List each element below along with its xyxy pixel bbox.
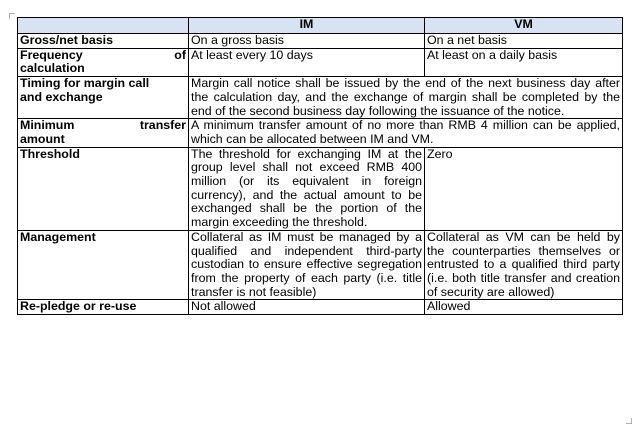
corner-crop-mark — [9, 13, 15, 19]
row-label-frequency-line1: Frequency of — [20, 47, 186, 62]
cell-im-threshold: The threshold for exchanging IM at the group level shall not exceed RMB 400 million (or its equivalent in foreign currency), and the actual amount to be exchanged shall be the portion of the margin exceeding the threshold. — [189, 147, 425, 230]
row-label-gross-net: Gross/net basis — [18, 34, 189, 49]
cell-vm-repledge: Allowed — [425, 300, 623, 315]
row-label-timing — [18, 77, 189, 119]
row-label-repledge: Re-pledge or re-use — [18, 300, 189, 315]
cell-vm-management: Collateral as VM can be held by the counterparties themselves or entrusted to a qualified third party (i.e. both title transfer and creation of security are allowed) — [425, 230, 623, 300]
row-label-minimum-transfer-line2: amount — [20, 131, 65, 146]
row-label-frequency — [18, 48, 189, 76]
table-row — [18, 34, 623, 49]
header-row — [18, 18, 623, 34]
corner-crop-mark-bottom — [626, 418, 632, 424]
table-row — [18, 300, 623, 315]
table-row — [18, 230, 623, 300]
margin-comparison-table — [17, 17, 623, 315]
row-label-timing-line1: Timing for margin call — [20, 76, 150, 91]
row-label-minimum-transfer — [18, 119, 189, 147]
cell-merged-timing: Margin call notice shall be issued by the end of the next business day after the calculation day, and the exchange of margin shall be completed by the end of the second business day following the issuance of the notice. — [189, 77, 623, 119]
table-row — [18, 77, 623, 119]
cell-vm-gross-net: On a net basis — [425, 34, 623, 49]
header-im: IM — [189, 18, 425, 34]
cell-im-frequency: At least every 10 days — [189, 48, 425, 76]
cell-im-repledge: Not allowed — [189, 300, 425, 315]
header-blank-cell — [18, 18, 189, 34]
cell-im-gross-net: On a gross basis — [189, 34, 425, 49]
table-row — [18, 147, 623, 230]
table-row — [18, 119, 623, 147]
cell-merged-minimum-transfer: A minimum transfer amount of no more than RMB 4 million can be applied, which can be allocated between IM and VM. — [189, 119, 623, 147]
row-label-threshold: Threshold — [18, 147, 189, 230]
header-vm: VM — [425, 18, 623, 34]
row-label-frequency-line2: calculation — [20, 61, 85, 76]
cell-vm-threshold: Zero — [425, 147, 623, 230]
row-label-minimum-transfer-line1: Minimum transfer — [20, 118, 186, 133]
row-label-management: Management — [18, 230, 189, 300]
table-row — [18, 48, 623, 76]
cell-vm-frequency: At least on a daily basis — [425, 48, 623, 76]
row-label-timing-line2: and exchange — [20, 89, 103, 104]
cell-im-management: Collateral as IM must be managed by a qualified and independent third-party custodian to ensure effective segregation from the property of each party (i.e. title transfer is not feasible) — [189, 230, 425, 300]
